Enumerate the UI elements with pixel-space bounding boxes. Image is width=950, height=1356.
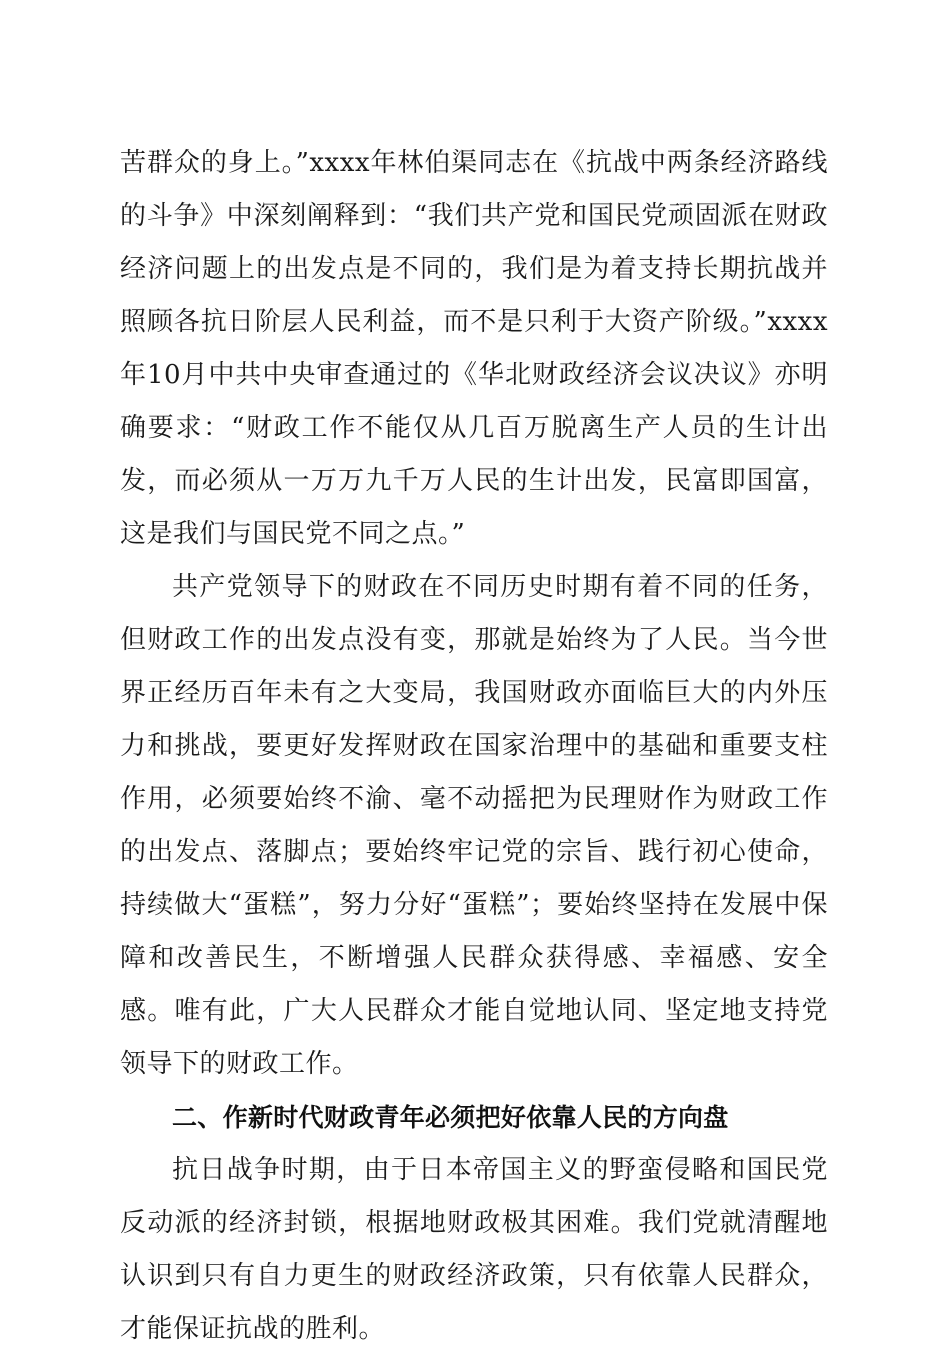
- section-heading: 二、作新时代财政青年必须把好依靠人民的方向盘: [172, 1103, 729, 1132]
- paragraph-continuation: 苦群众的身上。”xxxx年林伯渠同志在《抗战中两条经济路线的斗争》中深刻阐释到：“我们共产党和国民党顽固派在财政经济问题上的出发点是不同的，我们是为着支持长期抗战并照顾各抗日阶层人民利益，而不是只利于大资产阶级。”xxxx年10月中共中央审查通过的《华北财政经济会议决议》亦明确要求：“财政工作不能仅从几百万脱离生产人员的生计出发，而必须从一万万九千万人民的生计出发，民富即国富，这是我们与国民党不同之点。”: [120, 148, 828, 549]
- paragraph-anti-japanese-war: 抗日战争时期，由于日本帝国主义的野蛮侵略和国民党反动派的经济封锁，根据地财政极其困难。我们党就清醒地认识到只有自力更生的财政经济政策，只有依靠人民群众，才能保证抗战的胜利。: [120, 1155, 828, 1344]
- document-body: [120, 137, 828, 1356]
- paragraph-finance-tasks: 共产党领导下的财政在不同历史时期有着不同的任务，但财政工作的出发点没有变，那就是始终为了人民。当今世界正经历百年未有之大变局，我国财政亦面临巨大的内外压力和挑战，要更好发挥财政在国家治理中的基础和重要支柱作用，必须要始终不渝、毫不动摇把为民理财作为财政工作的出发点、落脚点；要始终牢记党的宗旨、践行初心使命，持续做大“蛋糕”，努力分好“蛋糕”；要始终坚持在发展中保障和改善民生，不断增强人民群众获得感、幸福感、安全感。唯有此，广大人民群众才能自觉地认同、坚定地支持党领导下的财政工作。: [120, 572, 828, 1079]
